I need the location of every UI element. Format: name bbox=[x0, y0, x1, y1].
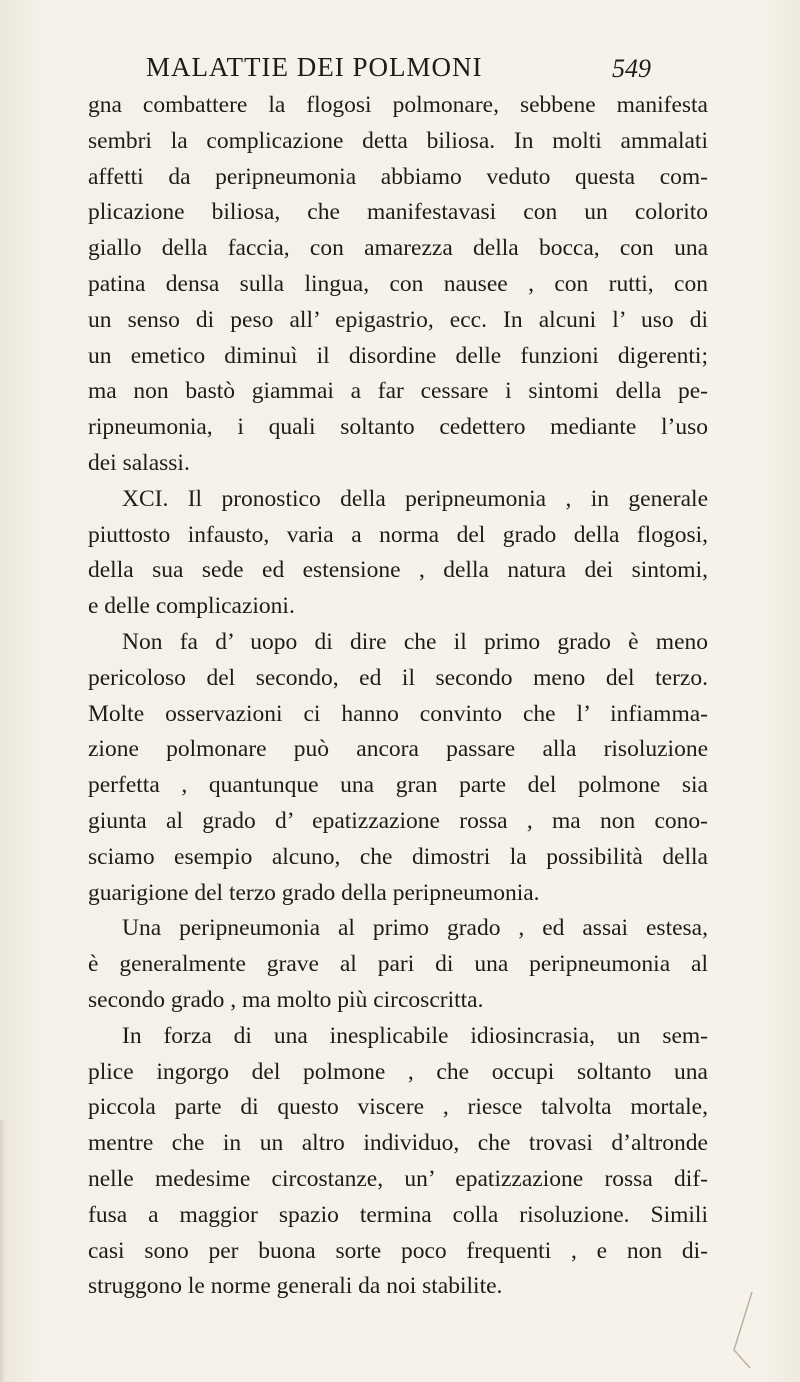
text-line: patina densa sulla lingua, con nausee , con rutti, con bbox=[88, 270, 708, 297]
text-line: gna combattere la flogosi polmonare, sebbene manifesta bbox=[88, 92, 708, 118]
text-line: fusa a maggior spazio termina colla risoluzione. Simili bbox=[88, 1201, 708, 1228]
text-line: Molte osservazioni ci hanno convinto che l’ infiamma- bbox=[88, 700, 708, 727]
text-line: casi sono per buona sorte poco frequenti , e non di- bbox=[88, 1237, 708, 1264]
page-header bbox=[0, 46, 800, 90]
text-line: secondo grado , ma molto più circoscritta. bbox=[88, 986, 484, 1013]
text-line: zione polmonare può ancora passare alla risoluzione bbox=[88, 736, 708, 763]
running-title: MALATTIE DEI POLMONI bbox=[146, 52, 483, 82]
text-line: un emetico diminuì il disordine delle funzioni digerenti; bbox=[88, 342, 708, 369]
text-line: plice ingorgo del polmone , che occupi soltanto una bbox=[88, 1058, 708, 1085]
paragraph-start-line: In forza di una inesplicabile idiosincrasia, un sem- bbox=[122, 1022, 708, 1049]
section-heading-line: XCI. Il pronostico della peripneumonia , in generale bbox=[122, 485, 708, 512]
text-line: nelle medesime circostanze, un’ epatizzazione rossa dif- bbox=[88, 1165, 708, 1192]
pencil-mark-icon bbox=[728, 1290, 756, 1370]
text-line: piuttosto infausto, varia a norma del grado della flogosi, bbox=[88, 521, 708, 548]
text-line: piccola parte di questo viscere , riesce talvolta mortale, bbox=[88, 1094, 708, 1121]
text-line: giallo della faccia, con amarezza della bocca, con una bbox=[88, 235, 708, 262]
text-line: ripneumonia, i quali soltanto cedettero mediante l’uso bbox=[88, 414, 708, 441]
text-line: e delle complicazioni. bbox=[88, 593, 295, 620]
text-line: sembri la complicazione detta biliosa. In molti ammalati bbox=[88, 127, 708, 154]
text-line: perfetta , quantunque una gran parte del polmone sia bbox=[88, 772, 708, 799]
page-number: 549 bbox=[612, 54, 651, 83]
text-line: giunta al grado d’ epatizzazione rossa , ma non cono- bbox=[88, 807, 708, 834]
paragraph-start-line: Non fa d’ uopo di dire che il primo grado è meno bbox=[122, 628, 708, 655]
text-line: è generalmente grave al pari di una peripneumonia al bbox=[88, 951, 708, 978]
text-line: dei salassi. bbox=[88, 449, 190, 476]
body-text bbox=[88, 88, 708, 1305]
text-line: un senso di peso all’ epigastrio, ecc. In alcuni l’ uso di bbox=[88, 306, 708, 333]
page-edge-shadow bbox=[0, 1120, 6, 1382]
text-line: sciamo esempio alcuno, che dimostri la possibilità della bbox=[88, 843, 708, 870]
text-line: mentre che in un altro individuo, che trovasi d’altronde bbox=[88, 1130, 708, 1157]
paragraph-start-line: Una peripneumonia al primo grado , ed assai estesa, bbox=[122, 915, 708, 942]
text-line: della sua sede ed estensione , della natura dei sintomi, bbox=[88, 557, 708, 584]
text-line: ma non bastò giammai a far cessare i sintomi della pe- bbox=[88, 378, 708, 405]
text-line: guarigione del terzo grado della peripneumonia. bbox=[88, 879, 540, 906]
text-line: plicazione biliosa, che manifestavasi con un colorito bbox=[88, 199, 708, 226]
text-line: affetti da peripneumonia abbiamo veduto questa com- bbox=[88, 163, 708, 190]
text-line: pericoloso del secondo, ed il secondo meno del terzo. bbox=[88, 664, 708, 691]
text-line: struggono le norme generali da noi stabilite. bbox=[88, 1273, 503, 1300]
